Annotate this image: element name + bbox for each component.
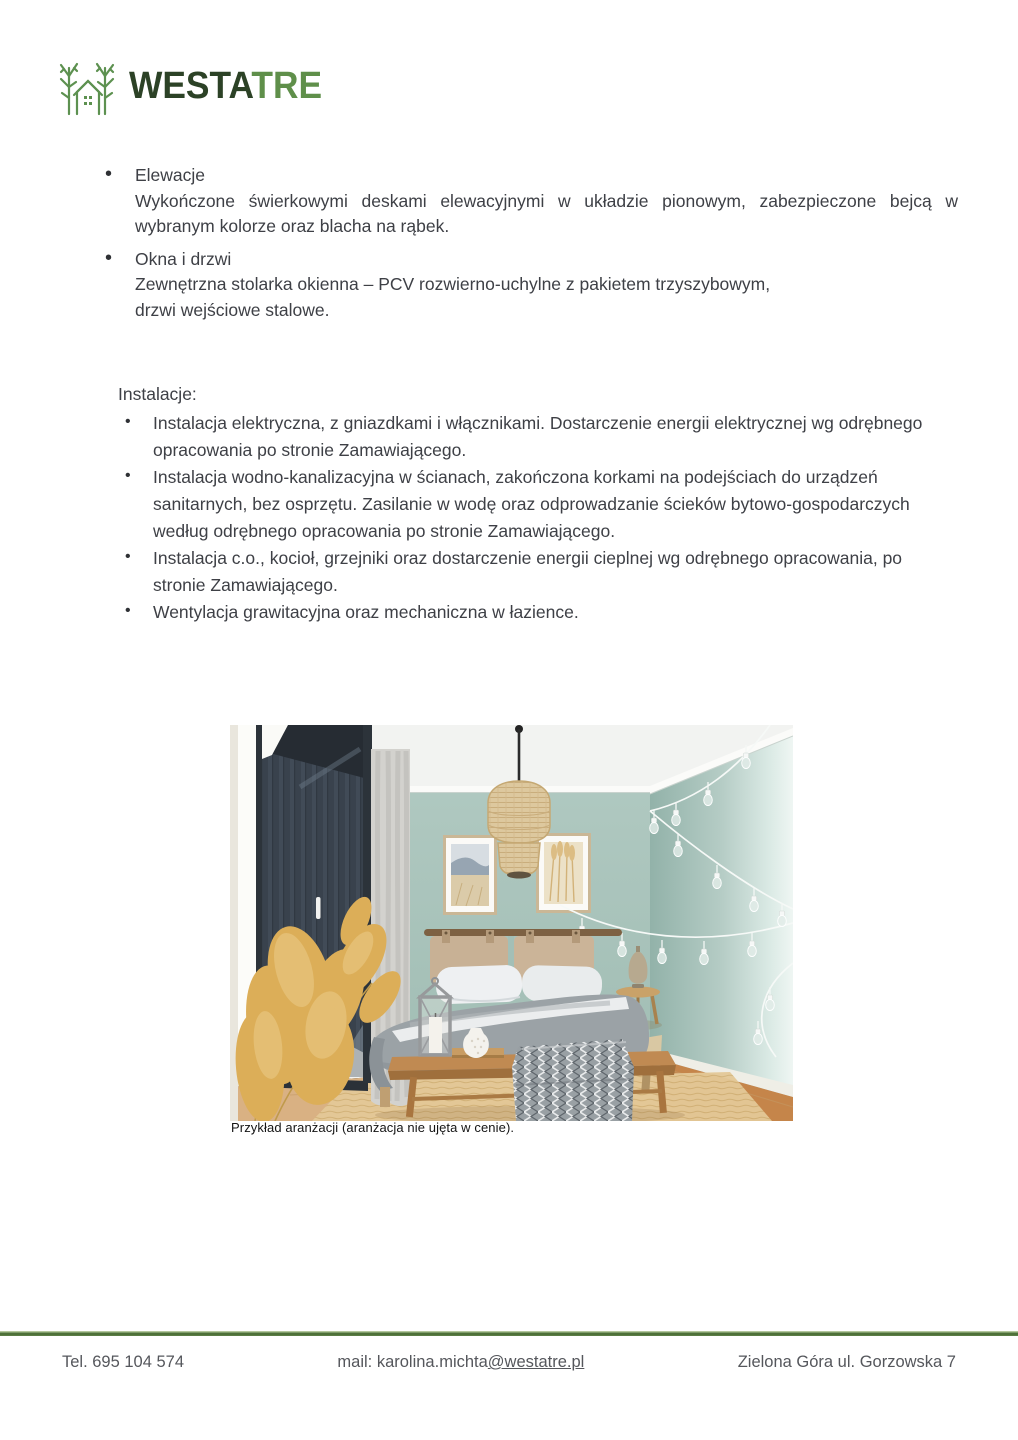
list-item: • Instalacja c.o., kocioł, grzejniki oraz dostarczenie energii cieplnej wg odrębnego opracowania, po stronie Zamawiającego. <box>118 545 958 599</box>
list-item: • Instalacja wodno-kanalizacyjna w ścianach, zakończona korkami na podejściach do urządzeń sanitarnych, bez osprzętu. Zasilanie w wodę oraz odprowadzanie ścieków bytowo-gospodarczych według odrębnego opracowania po stronie Zamawiającego. <box>118 464 958 545</box>
bullet-title: • Okna i drzwi <box>135 248 232 269</box>
footer-email-label: mail: karolina.michta <box>337 1353 488 1371</box>
footer-phone: Tel. 695 104 574 <box>62 1353 185 1371</box>
list-item: • Wentylacja grawitacyjna oraz mechaniczna w łazience. <box>118 599 958 626</box>
footer-rule <box>0 1331 1018 1336</box>
spec-list <box>98 163 958 330</box>
trees-house-icon <box>58 56 116 116</box>
footer-email-link[interactable]: @westatre.pl <box>487 1353 585 1371</box>
footer <box>0 1353 1018 1372</box>
installations-heading: Instalacje: <box>118 384 197 404</box>
bullet-body: Wykończone świerkowymi deskami elewacyjnymi w układzie pionowym, zabezpieczone bejcą w wybranym kolorze oraz blacha na rąbek. <box>135 190 958 236</box>
herringbone-throw <box>512 1039 634 1121</box>
framed-art-left <box>443 835 497 915</box>
bullet-body-line: Zewnętrzna stolarka okienna – PCV rozwierno-uchylne z pakietem trzyszybowym, <box>135 274 771 294</box>
image-caption: Przykład aranżacji (aranżacja nie ujęta w cenie). <box>231 1120 515 1135</box>
brand-word-primary: WESTA <box>129 64 252 107</box>
list-item <box>98 247 958 324</box>
list-item <box>98 163 958 240</box>
footer-email <box>337 1353 584 1372</box>
bullet-body-line: drzwi wejściowe stalowe. <box>135 299 330 320</box>
list-item: • Instalacja elektryczna, z gniazdkami i włącznikami. Dostarczenie energii elektrycznej wg odrębnego opracowania po stronie Zamawiającego. <box>118 410 958 464</box>
bedroom-render-photo <box>230 725 793 1121</box>
logo <box>58 56 337 116</box>
brand-wordmark <box>129 65 322 108</box>
footer-address: Zielona Góra ul. Gorzowska 7 <box>737 1353 956 1371</box>
framed-art-right <box>536 833 591 913</box>
brand-word-secondary: TRE <box>251 64 323 107</box>
bullet-title: • Elewacje <box>135 165 206 185</box>
door-handle <box>316 897 321 919</box>
installations-section <box>118 381 958 626</box>
